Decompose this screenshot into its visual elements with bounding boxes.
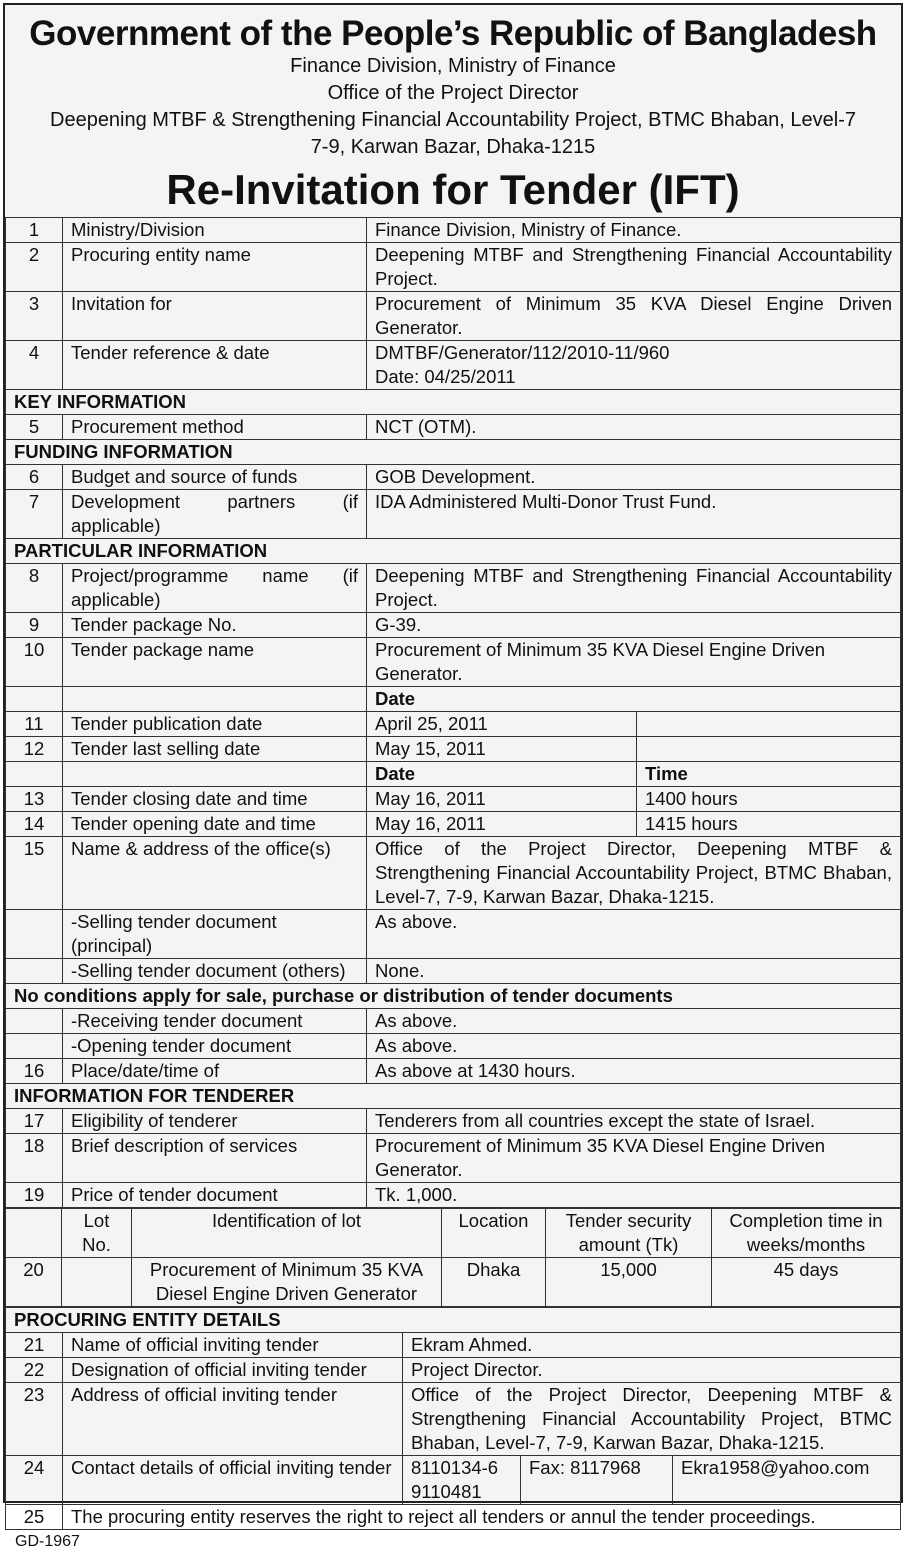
row-label: Tender closing date and time bbox=[63, 787, 367, 812]
section-row bbox=[6, 440, 901, 465]
table-row bbox=[6, 638, 901, 687]
lot-no-header: Lot No. bbox=[62, 1209, 132, 1258]
row-number: 16 bbox=[6, 1059, 63, 1084]
section-heading: No conditions apply for sale, purchase or distribution of tender documents bbox=[6, 984, 901, 1009]
section-heading: KEY INFORMATION bbox=[6, 390, 901, 415]
row-time: 1415 hours bbox=[637, 812, 901, 837]
tender-reference: DMTBF/Generator/112/2010-11/960 bbox=[375, 342, 670, 363]
row-value: GOB Development. bbox=[367, 465, 901, 490]
government-title: Government of the People’s Republic of Bangladesh bbox=[29, 14, 877, 53]
row-number: 25 bbox=[6, 1505, 63, 1530]
row-value: As above at 1430 hours. bbox=[367, 1059, 901, 1084]
row-number: 15 bbox=[6, 837, 63, 910]
row-value: April 25, 2011 bbox=[367, 712, 637, 737]
row-value: May 15, 2011 bbox=[367, 737, 637, 762]
lot-security: 15,000 bbox=[546, 1258, 712, 1307]
row-value: Procurement of Minimum 35 KVA Diesel Engine Driven Generator. bbox=[367, 292, 901, 341]
address-line: 7-9, Karwan Bazar, Dhaka-1215 bbox=[310, 136, 596, 158]
row-number: 12 bbox=[6, 737, 63, 762]
row-label: Tender package name bbox=[63, 638, 367, 687]
tender-table bbox=[5, 217, 901, 1208]
row-value: Tenderers from all countries except the state of Israel. bbox=[367, 1109, 901, 1134]
row-number: 6 bbox=[6, 465, 63, 490]
row-number: 13 bbox=[6, 787, 63, 812]
row-value: As above. bbox=[367, 1034, 901, 1059]
row-number: 17 bbox=[6, 1109, 63, 1134]
table-row bbox=[6, 737, 901, 762]
row-number: 20 bbox=[6, 1258, 62, 1307]
row-number: 10 bbox=[6, 638, 63, 687]
row-value: Deepening MTBF and Strengthening Financial Accountability Project. bbox=[367, 564, 901, 613]
row-value: Finance Division, Ministry of Finance. bbox=[367, 218, 901, 243]
table-row bbox=[6, 712, 901, 737]
row-label: Name & address of the office(s) bbox=[63, 837, 367, 910]
table-row bbox=[6, 1009, 901, 1034]
date-subheading: Date bbox=[367, 687, 901, 712]
section-heading: INFORMATION FOR TENDERER bbox=[6, 1084, 901, 1109]
row-label: Brief description of services bbox=[63, 1134, 367, 1183]
email-address: Ekra1958@yahoo.com bbox=[673, 1456, 901, 1505]
fax-number: Fax: 8117968 bbox=[521, 1456, 673, 1505]
row-value: As above. bbox=[367, 910, 901, 959]
section-row bbox=[6, 1084, 901, 1109]
row-number: 1 bbox=[6, 218, 63, 243]
row-number: 24 bbox=[6, 1456, 63, 1505]
completion-header: Completion time in weeks/months bbox=[712, 1209, 901, 1258]
row-label: Tender package No. bbox=[63, 613, 367, 638]
table-row bbox=[6, 1134, 901, 1183]
row-value: Ekram Ahmed. bbox=[403, 1333, 901, 1358]
row-label: -Selling tender document (others) bbox=[63, 959, 367, 984]
row-number: 18 bbox=[6, 1134, 63, 1183]
row-label: Procurement method bbox=[63, 415, 367, 440]
section-row bbox=[6, 1308, 901, 1333]
row-label: Address of official inviting tender bbox=[63, 1383, 403, 1456]
table-row bbox=[6, 687, 901, 712]
table-row bbox=[6, 613, 901, 638]
row-number: 4 bbox=[6, 341, 63, 390]
row-value: Office of the Project Director, Deepening MTBF & Strengthening Financial Accountability Project, BTMC Bhaban, Level-7, 7-9, Karwan Bazar, Dhaka-1215. bbox=[367, 837, 901, 910]
row-label: Development partners (if applicable) bbox=[63, 490, 367, 539]
row-label: -Selling tender document (principal) bbox=[63, 910, 367, 959]
table-row bbox=[6, 762, 901, 787]
lot-row bbox=[6, 1258, 901, 1307]
identification-header: Identification of lot bbox=[132, 1209, 442, 1258]
table-row bbox=[6, 812, 901, 837]
time-subheading: Time bbox=[637, 762, 901, 787]
division-line: Finance Division, Ministry of Finance bbox=[290, 55, 616, 77]
table-row bbox=[6, 959, 901, 984]
row-label: -Opening tender document bbox=[63, 1034, 367, 1059]
row-value: NCT (OTM). bbox=[367, 415, 901, 440]
row-value: None. bbox=[367, 959, 901, 984]
row-label: -Receiving tender document bbox=[63, 1009, 367, 1034]
notice-title: Re-Invitation for Tender (IFT) bbox=[166, 166, 740, 213]
table-row bbox=[6, 243, 901, 292]
row-value: G-39. bbox=[367, 613, 901, 638]
section-heading: PARTICULAR INFORMATION bbox=[6, 539, 901, 564]
row-number: 8 bbox=[6, 564, 63, 613]
table-row bbox=[6, 1034, 901, 1059]
table-row bbox=[6, 292, 901, 341]
table-row bbox=[6, 787, 901, 812]
row-number: 5 bbox=[6, 415, 63, 440]
lot-identification: Procurement of Minimum 35 KVA Diesel Engine Driven Generator bbox=[132, 1258, 442, 1307]
row-label: Name of official inviting tender bbox=[63, 1333, 403, 1358]
phone-1: 8110134-6 bbox=[411, 1457, 499, 1478]
lot-header-row bbox=[6, 1209, 901, 1258]
row-label: Invitation for bbox=[63, 292, 367, 341]
row-label: Procuring entity name bbox=[63, 243, 367, 292]
table-row bbox=[6, 1109, 901, 1134]
row-number: 14 bbox=[6, 812, 63, 837]
table-row bbox=[6, 218, 901, 243]
row-value bbox=[367, 341, 901, 390]
row-value: Tk. 1,000. bbox=[367, 1183, 901, 1208]
row-value: May 16, 2011 bbox=[367, 812, 637, 837]
row-value: IDA Administered Multi-Donor Trust Fund. bbox=[367, 490, 901, 539]
row-number: 11 bbox=[6, 712, 63, 737]
row-number: 2 bbox=[6, 243, 63, 292]
section-heading: PROCURING ENTITY DETAILS bbox=[6, 1308, 901, 1333]
row-value: Deepening MTBF and Strengthening Financial Accountability Project. bbox=[367, 243, 901, 292]
table-row bbox=[6, 1358, 901, 1383]
row-label: Place/date/time of bbox=[63, 1059, 367, 1084]
phone-2: 9110481 bbox=[411, 1481, 482, 1502]
table-row bbox=[6, 837, 901, 910]
table-row bbox=[6, 1059, 901, 1084]
notice-header bbox=[5, 5, 901, 217]
phone-numbers bbox=[403, 1456, 521, 1505]
row-number: 19 bbox=[6, 1183, 63, 1208]
lot-completion: 45 days bbox=[712, 1258, 901, 1307]
row-number: 23 bbox=[6, 1383, 63, 1456]
row-label: Price of tender document bbox=[63, 1183, 367, 1208]
row-label: Contact details of official inviting tender bbox=[63, 1456, 403, 1505]
table-row bbox=[6, 415, 901, 440]
table-row bbox=[6, 1456, 901, 1505]
lot-location: Dhaka bbox=[442, 1258, 546, 1307]
security-header: Tender security amount (Tk) bbox=[546, 1209, 712, 1258]
section-row bbox=[6, 390, 901, 415]
section-row bbox=[6, 984, 901, 1009]
table-row bbox=[6, 341, 901, 390]
table-row bbox=[6, 564, 901, 613]
row-label: Tender opening date and time bbox=[63, 812, 367, 837]
row-number: 22 bbox=[6, 1358, 63, 1383]
row-label: Tender last selling date bbox=[63, 737, 367, 762]
row-label: Designation of official inviting tender bbox=[63, 1358, 403, 1383]
row-label: Project/programme name (if applicable) bbox=[63, 564, 367, 613]
row-text: The procuring entity reserves the right to reject all tenders or annul the tender proceedings. bbox=[63, 1505, 901, 1530]
table-row bbox=[6, 1183, 901, 1208]
office-line: Office of the Project Director bbox=[327, 82, 579, 104]
project-address-line: Deepening MTBF & Strengthening Financial Accountability Project, BTMC Bhaban, Level-7 bbox=[50, 109, 856, 131]
row-value: Procurement of Minimum 35 KVA Diesel Engine Driven Generator. bbox=[367, 1134, 901, 1183]
row-label: Tender reference & date bbox=[63, 341, 367, 390]
row-time: 1400 hours bbox=[637, 787, 901, 812]
row-label: Eligibility of tenderer bbox=[63, 1109, 367, 1134]
row-value: As above. bbox=[367, 1009, 901, 1034]
section-heading: FUNDING INFORMATION bbox=[6, 440, 901, 465]
location-header: Location bbox=[442, 1209, 546, 1258]
row-value: Project Director. bbox=[403, 1358, 901, 1383]
row-number: 7 bbox=[6, 490, 63, 539]
row-label: Tender publication date bbox=[63, 712, 367, 737]
lot-number bbox=[62, 1258, 132, 1307]
section-row bbox=[6, 539, 901, 564]
row-number: 21 bbox=[6, 1333, 63, 1358]
row-value: Office of the Project Director, Deepening MTBF & Strengthening Financial Accountability Project, BTMC Bhaban, Level-7, 7-9, Karwan Bazar, Dhaka-1215. bbox=[403, 1383, 901, 1456]
row-label: Budget and source of funds bbox=[63, 465, 367, 490]
date-subheading: Date bbox=[367, 762, 637, 787]
row-value: May 16, 2011 bbox=[367, 787, 637, 812]
table-row bbox=[6, 1505, 901, 1530]
procuring-table bbox=[5, 1307, 901, 1530]
row-number: 3 bbox=[6, 292, 63, 341]
table-row bbox=[6, 910, 901, 959]
tender-notice bbox=[3, 3, 903, 1550]
table-row bbox=[6, 490, 901, 539]
tender-date: Date: 04/25/2011 bbox=[375, 366, 516, 387]
table-row bbox=[6, 1383, 901, 1456]
gd-code: GD-1967 bbox=[15, 1533, 80, 1550]
table-row bbox=[6, 1333, 901, 1358]
row-value: Procurement of Minimum 35 KVA Diesel Engine Driven Generator. bbox=[367, 638, 901, 687]
table-row bbox=[6, 465, 901, 490]
lot-table bbox=[5, 1208, 901, 1307]
row-label: Ministry/Division bbox=[63, 218, 367, 243]
row-number: 9 bbox=[6, 613, 63, 638]
